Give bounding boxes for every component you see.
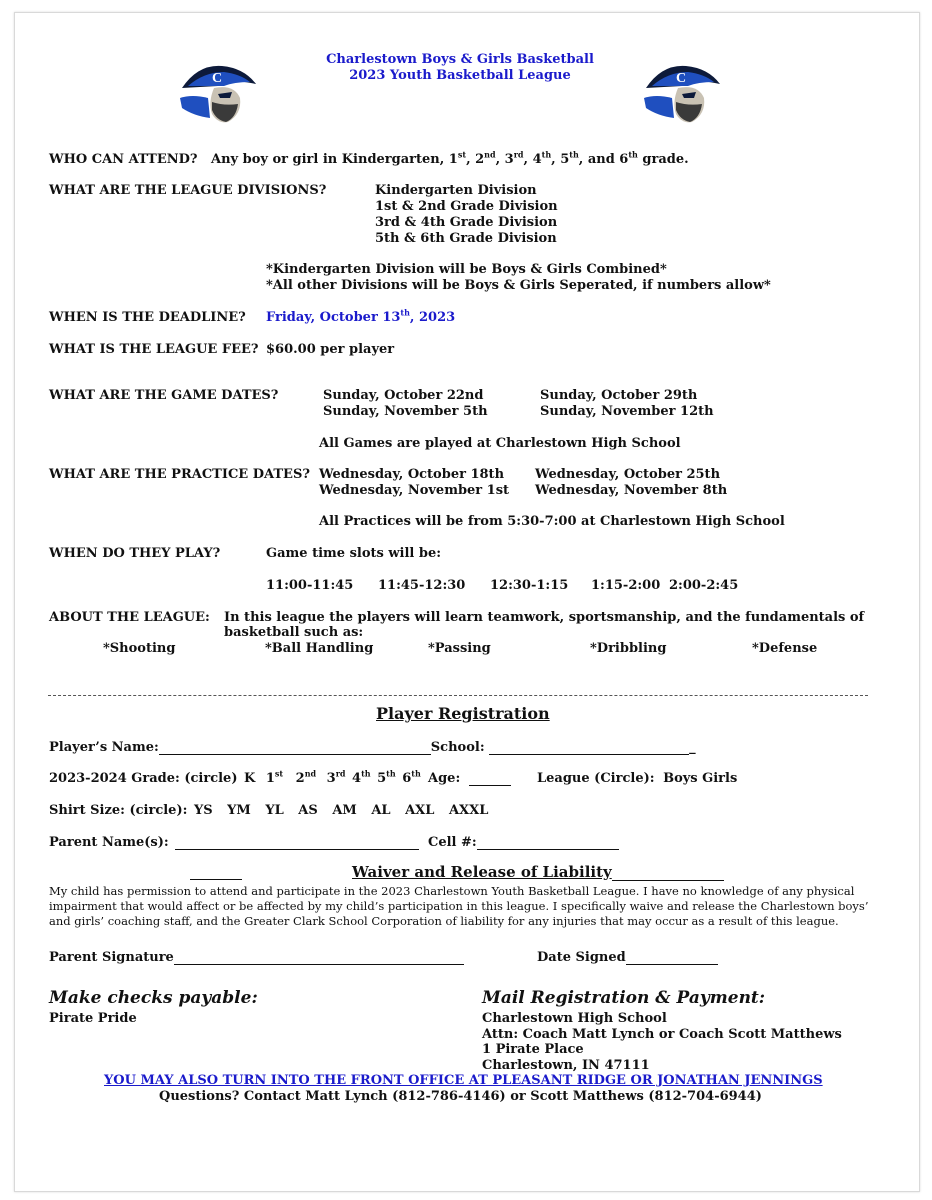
division-item: Kindergarten Division [375, 183, 537, 198]
waiver-underline-left [190, 879, 242, 880]
cell-label: Cell #: [428, 835, 477, 850]
about-answer-line2: basketball such as: [224, 625, 364, 640]
waiver-text: My child has permission to attend and participate in the 2023 Charlestown Youth Basketball League. I have no knowledge of any physical impairment that would affect or be affected by my child’s participation in this league. I specifically waive and release the Charlestown boys’ and girls’ coaching staff, and the Greater Clark School Corporation of liability for any injuries that may occur as a result of this league. [49, 884, 869, 928]
practice-date: Wednesday, November 8th [535, 483, 728, 498]
questions-contact: Questions? Contact Matt Lynch (812-786-4146) or Scott Matthews (812-704-6944) [159, 1089, 762, 1104]
cell-field[interactable] [477, 837, 619, 850]
time-slot: 12:30-1:15 [490, 578, 569, 593]
svg-text:C: C [212, 71, 223, 86]
shirt-size-option[interactable]: YL [265, 803, 284, 818]
age-field[interactable] [469, 773, 511, 786]
game-date: Sunday, November 5th [323, 404, 488, 419]
mail-line: Charlestown High School [482, 1011, 667, 1026]
time-slot: 11:45-12:30 [378, 578, 466, 593]
about-question: ABOUT THE LEAGUE: [49, 610, 210, 625]
grade-option[interactable]: 1st [265, 768, 284, 786]
deadline-question: WHEN IS THE DEADLINE? [49, 310, 246, 325]
age-row [428, 771, 511, 786]
mail-address [482, 1011, 842, 1073]
play-question: WHEN DO THEY PLAY? [49, 546, 221, 561]
game-date: Sunday, October 29th [540, 388, 698, 403]
svg-text:C: C [676, 71, 687, 86]
time-slot: 11:00-11:45 [266, 578, 354, 593]
shirt-size-option[interactable]: AM [332, 803, 357, 818]
divisions-question: WHAT ARE THE LEAGUE DIVISIONS? [49, 183, 327, 198]
division-note: *Kindergarten Division will be Boys & Girls Combined* [266, 262, 667, 277]
league-options[interactable]: Boys Girls [663, 771, 738, 786]
grade-label: 2023-2024 Grade: (circle) [49, 771, 238, 786]
division-item: 1st & 2nd Grade Division [375, 199, 558, 214]
date-signed-field[interactable] [626, 952, 718, 965]
fee-answer: $60.00 per player [266, 342, 395, 357]
grade-option[interactable]: 2nd [295, 768, 317, 786]
parent-signature-row [49, 950, 464, 965]
division-item: 3rd & 4th Grade Division [375, 215, 558, 230]
shirt-size-option[interactable]: AS [298, 803, 318, 818]
practices-note: All Practices will be from 5:30-7:00 at Charlestown High School [319, 514, 785, 529]
games-question: WHAT ARE THE GAME DATES? [49, 388, 279, 403]
skill-item: *Defense [752, 641, 818, 656]
grade-option[interactable]: 4th [352, 768, 371, 786]
shirt-size-option[interactable]: AXXL [448, 803, 489, 818]
divisions-list [375, 183, 558, 247]
skill-item: *Ball Handling [265, 641, 374, 656]
mail-line: Attn: Coach Matt Lynch or Coach Scott Matthews [482, 1026, 842, 1042]
checks-payee: Pirate Pride [49, 1011, 137, 1026]
shirt-size-option[interactable]: YM [227, 803, 251, 818]
who-question: WHO CAN ATTEND? [49, 152, 198, 167]
time-slot: 1:15-2:00 [591, 578, 661, 593]
grade-row [49, 768, 421, 786]
mail-title: Mail Registration & Payment: [482, 988, 766, 1008]
shirt-label: Shirt Size: (circle): [49, 803, 188, 818]
header [300, 52, 620, 84]
skill-item: *Passing [428, 641, 491, 656]
player-name-field[interactable] [159, 742, 431, 755]
games-note: All Games are played at Charlestown High School [319, 436, 681, 451]
about-answer-line1: In this league the players will learn teamwork, sportsmanship, and the fundamentals of [224, 610, 865, 625]
parent-signature-label: Parent Signature [49, 950, 174, 965]
header-subtitle: 2023 Youth Basketball League [349, 68, 571, 83]
skill-item: *Dribbling [590, 641, 667, 656]
shirt-row [49, 803, 488, 818]
shirt-size-option[interactable]: AL [371, 803, 391, 818]
grade-option[interactable]: K [244, 771, 256, 786]
skill-item: *Shooting [103, 641, 176, 656]
mail-line: 1 Pirate Place [482, 1042, 584, 1057]
front-office-note[interactable]: YOU MAY ALSO TURN INTO THE FRONT OFFICE AT PLEASANT RIDGE OR JONATHAN JENNINGS [104, 1073, 823, 1088]
shirt-size-option[interactable]: AXL [405, 803, 435, 818]
pirate-logo-icon [642, 58, 724, 126]
parent-signature-field[interactable] [174, 952, 464, 965]
date-signed-label: Date Signed [537, 950, 626, 965]
parent-name-field[interactable] [175, 837, 419, 850]
divisions-notes [266, 262, 771, 294]
deadline-answer: Friday, October 13th, 2023 [266, 307, 456, 325]
shirt-size-option[interactable]: YS [193, 803, 213, 818]
cell-row [428, 835, 619, 850]
play-answer: Game time slots will be: [266, 546, 442, 561]
date-signed-row [537, 950, 718, 965]
grade-option[interactable]: 3rd [326, 768, 346, 786]
cut-line-divider [48, 695, 868, 696]
practices-question: WHAT ARE THE PRACTICE DATES? [49, 467, 310, 482]
pirate-logo-icon [178, 58, 260, 126]
parent-name-label: Parent Name(s): [49, 835, 169, 850]
age-label: Age: [428, 771, 461, 786]
grade-option[interactable]: 6th [402, 768, 421, 786]
checks-title: Make checks payable: [49, 988, 258, 1008]
practice-date: Wednesday, October 18th [319, 467, 505, 482]
waiver-title: Waiver and Release of Liability [352, 863, 724, 881]
league-label: League (Circle): [537, 771, 655, 786]
parent-row [49, 835, 419, 850]
school-field[interactable] [489, 742, 689, 755]
division-note: *All other Divisions will be Boys & Girls Seperated, if numbers allow* [266, 278, 771, 293]
player-name-label: Player’s Name: [49, 740, 159, 755]
division-item: 5th & 6th Grade Division [375, 231, 557, 246]
game-date: Sunday, October 22nd [323, 388, 484, 403]
league-row [537, 771, 737, 786]
school-label: School: [430, 740, 485, 755]
header-title: Charlestown Boys & Girls Basketball [326, 52, 594, 67]
who-answer: Any boy or girl in Kindergarten, 1st, 2nd, 3rd, 4th, 5th, and 6th grade. [211, 149, 689, 167]
grade-option[interactable]: 5th [377, 768, 396, 786]
fee-question: WHAT IS THE LEAGUE FEE? [49, 342, 259, 357]
mail-line: Charlestown, IN 47111 [482, 1057, 650, 1073]
registration-title: Player Registration [376, 704, 550, 723]
player-name-row: Player’s Name: School: _ [49, 740, 696, 755]
game-date: Sunday, November 12th [540, 404, 714, 419]
time-slot: 2:00-2:45 [669, 578, 739, 593]
practice-date: Wednesday, November 1st [319, 483, 510, 498]
practice-date: Wednesday, October 25th [535, 467, 721, 482]
